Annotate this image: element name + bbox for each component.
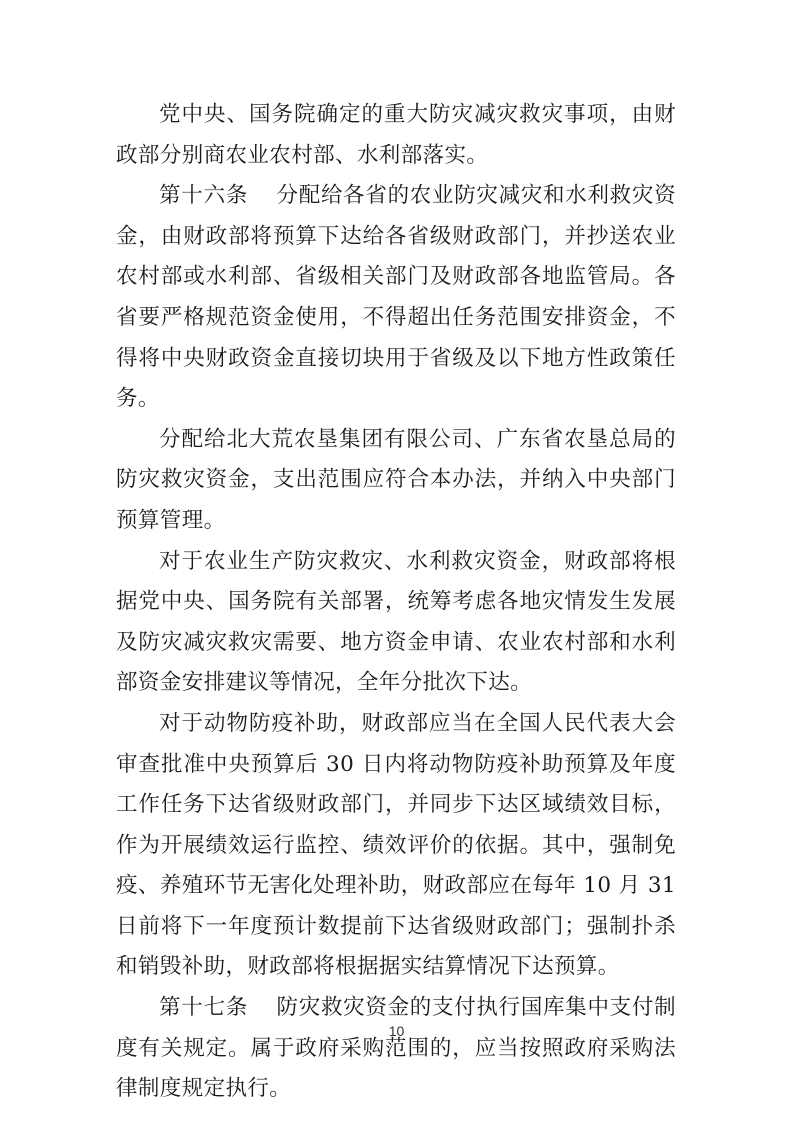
paragraph-3: [116, 420, 676, 542]
body-text: [116, 95, 676, 1110]
paragraph-2: [116, 176, 676, 420]
paragraph-5: [116, 704, 676, 988]
paragraph-4: [116, 542, 676, 704]
paragraph-4-text: 对于农业生产防灾救灾、水利救灾资金，财政部将根据党中央、国务院有关部署，统筹考虑各地灾情发生发展及防灾减灾救灾需要、地方资金申请、农业农村部和水利部资金安排建议等情况，全年分批次下达。: [116, 548, 676, 696]
paragraph-3-text: 分配给北大荒农垦集团有限公司、广东省农垦总局的防灾救灾资金，支出范围应符合本办法，并纳入中央部门预算管理。: [116, 426, 676, 533]
article-17-heading: 第十七条: [159, 995, 249, 1021]
page-number: 10: [388, 1023, 405, 1039]
paragraph-1-text: 党中央、国务院确定的重大防灾减灾救灾事项，由财政部分别商农业农村部、水利部落实。: [116, 102, 676, 168]
article-16-heading: 第十六条: [159, 183, 249, 209]
paragraph-2-text: 分配给各省的农业防灾减灾和水利救灾资金，由财政部将预算下达给各省级财政部门，并抄送农业农村部或水利部、省级相关部门及财政部各地监管局。各省要严格规范资金使用，不得超出任务范围安排资金，不得将中央财政资金直接切块用于省级及以下地方性政策任务。: [116, 183, 676, 412]
paragraph-6: [116, 988, 676, 1110]
paragraph-5-text: 对于动物防疫补助，财政部应当在全国人民代表大会审查批准中央预算后 30 日内将动物防疫补助预算及年度工作任务下达省级财政部门，并同步下达区域绩效目标，作为开展绩效运行监控、绩效评价的依据。其中，强制免疫、养殖环节无害化处理补助，财政部应在每年 10 月 31 日前将下一年度预计数提前下达省级财政部门；强制扑杀和销毁补助，财政部将根据据实结算情况下达预算。: [116, 710, 676, 980]
paragraph-6-text: 防灾救灾资金的支付执行国库集中支付制度有关规定。属于政府采购范围的，应当按照政府采购法律制度规定执行。: [116, 995, 676, 1102]
paragraph-1: [116, 95, 676, 176]
